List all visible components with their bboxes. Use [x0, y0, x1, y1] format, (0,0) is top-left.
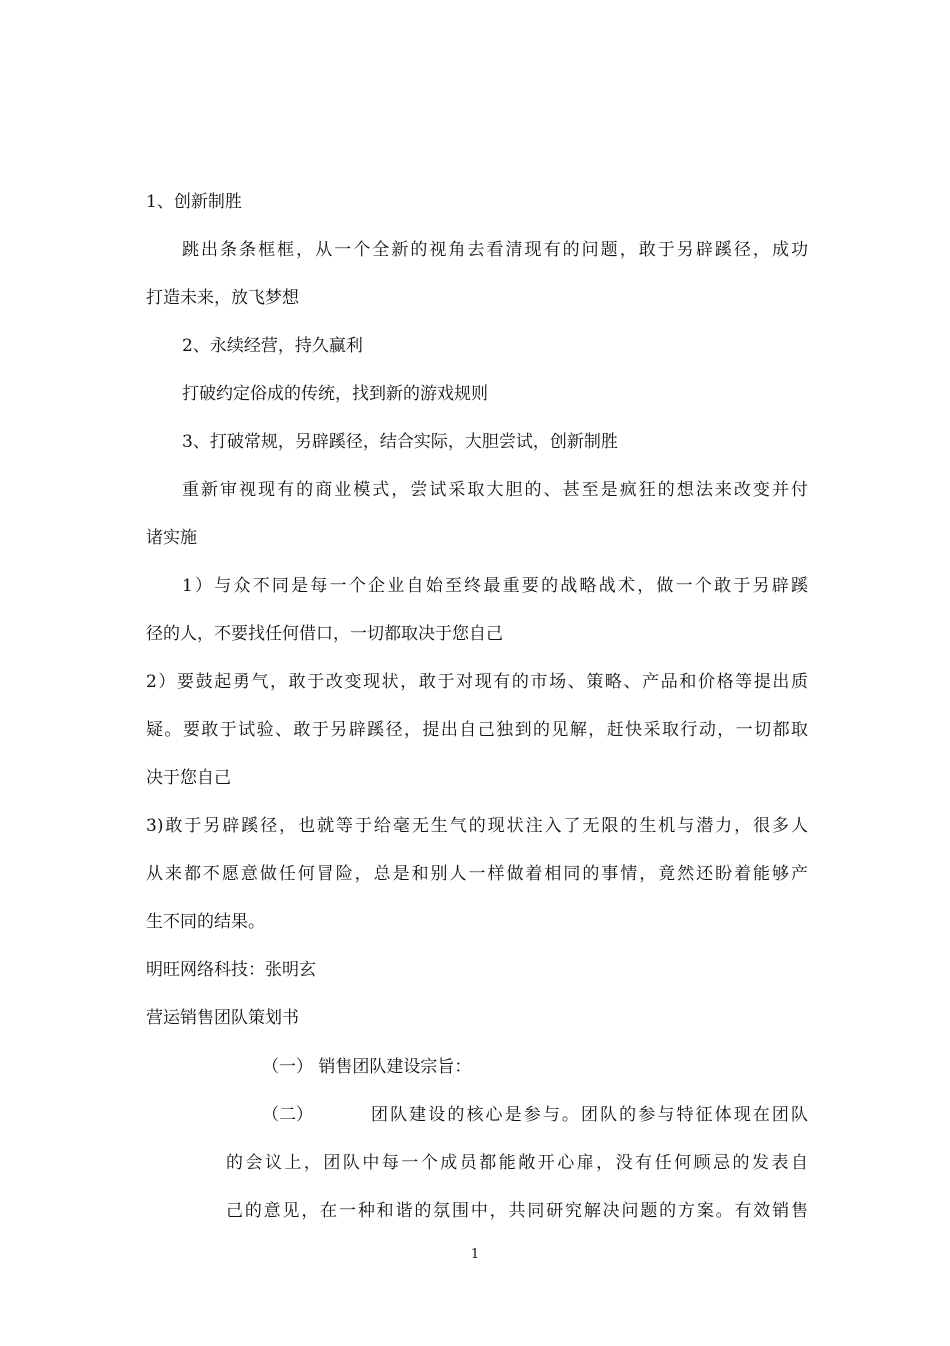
- list-item-1: 1）与众不同是每一个企业自始至终最重要的战略战术，做一个敢于另辟蹊: [182, 576, 808, 596]
- paragraph-line: 己的意见，在一种和谐的氛围中，共同研究解决问题的方案。有效销售: [226, 1201, 808, 1221]
- paragraph-line: 径的人，不要找任何借口，一切都取决于您自己: [146, 624, 503, 644]
- paragraph-line: 打破约定俗成的传统，找到新的游戏规则: [182, 384, 488, 404]
- paragraph-line: 的会议上，团队中每一个成员都能敞开心扉，没有任何顾忌的发表自: [226, 1153, 808, 1173]
- heading-sustainable: 2、永续经营，持久赢利: [182, 336, 363, 356]
- page-number: 1: [470, 1247, 480, 1262]
- section-title: 营运销售团队策划书: [146, 1008, 299, 1028]
- list-marker: （二）: [262, 1105, 313, 1125]
- paragraph-line: 跳出条条框框，从一个全新的视角去看清现有的问题，敢于另辟蹊径，成功: [182, 240, 808, 260]
- paragraph-line: 生不同的结果。: [146, 912, 265, 932]
- paragraph-line: 重新审视现有的商业模式，尝试采取大胆的、甚至是疯狂的想法来改变并付: [182, 480, 808, 500]
- author-line: 明旺网络科技：张明玄: [146, 960, 316, 980]
- paragraph-line: 从来都不愿意做任何冒险，总是和别人一样做着相同的事情，竟然还盼着能够产: [146, 864, 808, 884]
- paragraph-line: 决于您自己: [146, 768, 231, 788]
- paragraph-line: 诸实施: [146, 528, 197, 548]
- list-item-3: 3)敢于另辟蹊径，也就等于给毫无生气的现状注入了无限的生机与潜力，很多人: [146, 816, 808, 836]
- numbered-item-1: （一） 销售团队建设宗旨：: [262, 1057, 472, 1077]
- heading-break-rules: 3、打破常规，另辟蹊径，结合实际，大胆尝试，创新制胜: [182, 432, 618, 452]
- paragraph-line: 疑。要敢于试验、敢于另辟蹊径，提出自己独到的见解，赶快采取行动，一切都取: [146, 720, 808, 740]
- paragraph-line: 打造未来，放飞梦想: [146, 288, 299, 308]
- list-item-2: 2）要鼓起勇气，敢于改变现状，敢于对现有的市场、策略、产品和价格等提出质: [146, 672, 808, 692]
- heading-innovation: 1、创新制胜: [146, 192, 242, 212]
- paragraph-line: 团队建设的核心是参与。团队的参与特征体现在团队: [371, 1105, 808, 1125]
